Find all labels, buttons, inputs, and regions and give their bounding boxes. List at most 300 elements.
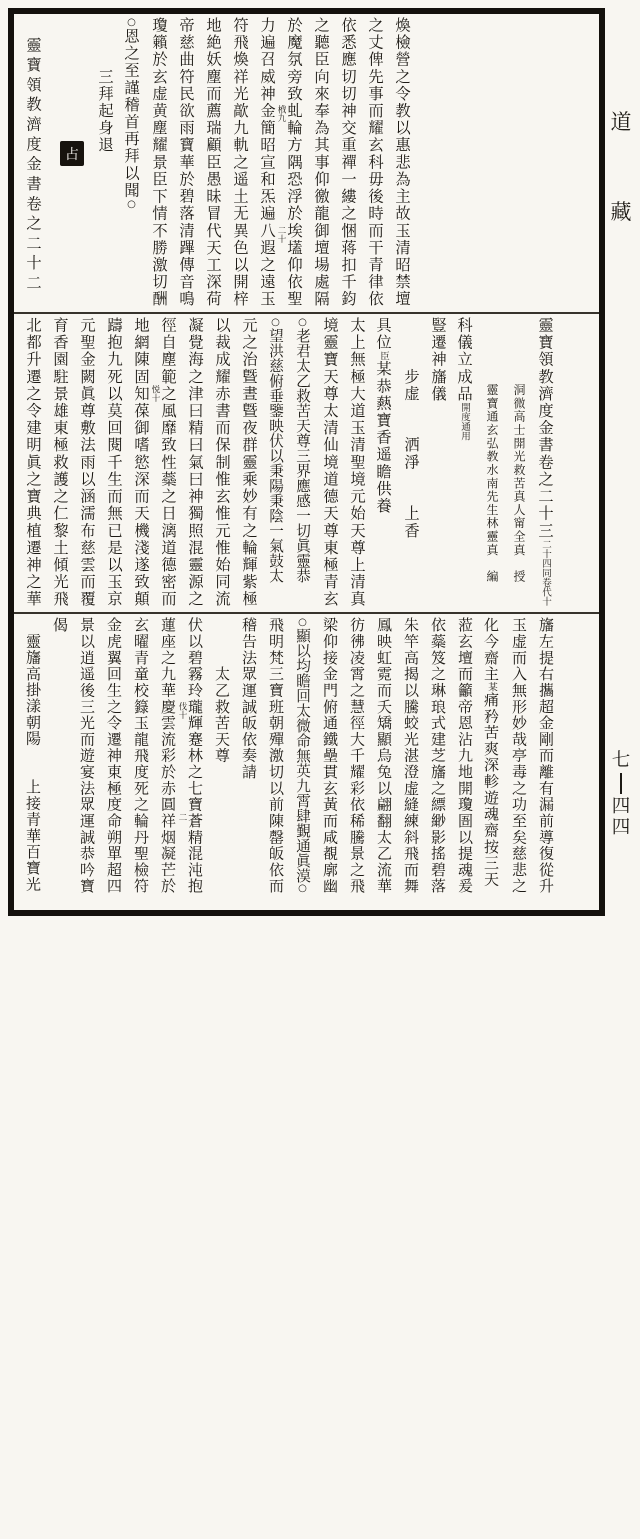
glyph: 寶 (267, 682, 285, 699)
glyph: 漏 (537, 796, 555, 813)
text-column (186, 317, 203, 612)
text-column (402, 317, 419, 612)
glyph: 蒼 (186, 812, 204, 830)
glyph: 落 (177, 205, 195, 223)
glyph: 度 (132, 763, 150, 781)
glyph: 昭 (393, 256, 411, 274)
glyph: 死 (132, 780, 150, 797)
glyph: 科 (455, 317, 473, 335)
small-annotation: 開度通用 (459, 402, 470, 441)
glyph: 昭 (258, 136, 276, 154)
glyph: 遊 (482, 789, 500, 806)
folio-page-digit: 四 (611, 796, 631, 817)
glyph: 之 (393, 68, 411, 86)
glyph: 虚 (150, 85, 168, 103)
glyph: 太 (294, 358, 311, 373)
glyph: 提 (537, 649, 555, 666)
text-column (510, 617, 527, 910)
glyph (512, 370, 526, 383)
glyph: 瓏 (186, 698, 204, 715)
glyph: 編 (485, 569, 499, 584)
glyph: 苦 (482, 724, 500, 741)
glyph: 覺 (186, 334, 204, 352)
glyph: 寶 (321, 351, 339, 369)
text-column (51, 617, 68, 910)
glyph: 依 (240, 731, 258, 748)
glyph: 玄 (456, 633, 474, 650)
glyph: 鈞 (339, 290, 357, 308)
glyph: 金 (536, 419, 554, 437)
glyph: 恐 (285, 170, 303, 189)
glyph: 乙 (375, 845, 393, 862)
glyph: 仰 (312, 170, 330, 189)
glyph: 保 (213, 436, 231, 454)
glyph: 場 (312, 256, 330, 274)
glyph: 天 (204, 239, 222, 257)
glyph: 蹇 (186, 731, 204, 748)
glyph: 仙 (321, 436, 339, 454)
glyph: 植 (24, 522, 42, 540)
glyph: 廓 (321, 861, 339, 878)
glyph: 津 (186, 385, 204, 403)
glyph: 回 (294, 688, 311, 703)
register-bottom (14, 612, 599, 910)
glyph: 軫 (482, 773, 500, 790)
glyph: 之 (51, 488, 69, 506)
glyph: 尊 (348, 539, 366, 557)
glyph: 聖 (132, 845, 150, 862)
glyph: 依 (348, 796, 366, 813)
glyph: 悲 (510, 861, 528, 878)
small-annotation: 代十 (540, 586, 551, 606)
glyph: 甯 (512, 516, 526, 530)
glyph: 濟 (24, 116, 42, 136)
glyph: 俯 (267, 373, 284, 388)
glyph (402, 351, 420, 368)
glyph: 道 (159, 539, 177, 557)
register-middle (14, 312, 599, 612)
glyph: 三 (482, 854, 500, 872)
glyph: 臣 (150, 170, 168, 189)
glyph: 代 (204, 222, 222, 240)
glyph: 輝 (240, 556, 258, 574)
glyph: 明 (267, 633, 285, 650)
glyph: 耀 (366, 119, 384, 137)
glyph: 之 (429, 665, 447, 683)
glyph: 圓 (159, 796, 177, 813)
glyph: 遍 (258, 205, 276, 223)
glyph: 縹 (429, 796, 447, 813)
glyph: 翩 (375, 796, 393, 813)
glyph: 瑞 (204, 119, 222, 137)
glyph: 瓊 (456, 796, 474, 813)
glyph: 霓 (375, 665, 393, 683)
text-column (339, 17, 356, 312)
glyph: 左 (537, 633, 555, 650)
glyph: 惟 (213, 470, 231, 489)
glyph: 影 (429, 829, 447, 846)
glyph: 練 (402, 812, 420, 830)
glyph: 都 (24, 334, 42, 352)
glyph: 蓮 (159, 617, 177, 634)
glyph: 以 (267, 448, 284, 463)
glyph: 之 (186, 763, 204, 781)
glyph: 形 (510, 698, 528, 715)
glyph: 湛 (402, 747, 420, 764)
glyph: 制 (213, 453, 231, 471)
glyph: 始 (348, 505, 366, 523)
glyph: 縫 (402, 796, 420, 813)
glyph: 尊 (321, 385, 339, 403)
glyph: 顯 (294, 628, 311, 643)
glyph: 勝 (150, 239, 168, 257)
glyph: 上 (348, 556, 366, 574)
text-column (267, 317, 284, 612)
glyph: 搖 (429, 845, 447, 862)
glyph: 紫 (240, 573, 258, 591)
glyph: 天 (482, 871, 500, 888)
glyph: 四 (105, 878, 123, 895)
glyph: 境 (321, 453, 339, 471)
glyph: 九 (159, 665, 177, 683)
text-column (51, 317, 68, 612)
glyph: 門 (321, 682, 339, 699)
glyph: 以 (267, 780, 285, 797)
glyph: 清 (393, 239, 411, 257)
glyph: 琳 (429, 682, 447, 699)
glyph: 淺 (132, 539, 150, 557)
glyph: 退 (96, 136, 114, 154)
glyph: 奉 (312, 102, 330, 120)
text-column (321, 617, 338, 910)
glyph: 晝 (240, 385, 258, 403)
text-column (177, 617, 204, 910)
glyph: 雲 (78, 556, 96, 574)
glyph: 彩 (348, 780, 366, 797)
text-column (150, 17, 167, 312)
glyph: 開 (512, 436, 526, 451)
glyph: 有 (240, 505, 258, 523)
glyph (402, 403, 420, 420)
glyph (485, 344, 499, 357)
glyph: 妙 (510, 714, 528, 732)
glyph: 亭 (510, 747, 528, 764)
glyph: 以 (231, 256, 249, 274)
text-column (240, 317, 257, 612)
glyph: 三 (536, 522, 554, 540)
glyph: 丈 (366, 34, 384, 52)
glyph: 玉 (348, 419, 366, 437)
glyph: 三 (78, 698, 96, 715)
glyph: 寶 (485, 396, 499, 411)
glyph: 群 (240, 436, 258, 454)
glyph: 二 (24, 274, 42, 295)
glyph (512, 330, 526, 343)
glyph: 為 (393, 170, 411, 189)
glyph (512, 344, 526, 357)
text-column (204, 17, 221, 312)
glyph: 伏 (267, 433, 284, 448)
text-column (429, 617, 446, 910)
glyph: 是 (105, 539, 123, 557)
glyph: 剛 (537, 731, 555, 748)
glyph: 濡 (78, 505, 96, 523)
glyph: 成 (455, 368, 473, 386)
glyph: 網 (132, 334, 150, 352)
glyph: 九 (456, 747, 474, 764)
glyph: 主 (482, 665, 500, 683)
glyph: 雲 (159, 714, 177, 732)
text-column (132, 617, 149, 910)
glyph: 聞 (122, 181, 140, 200)
glyph: 以 (78, 633, 96, 650)
glyph: 通 (294, 838, 311, 853)
glyph: 之 (240, 522, 258, 540)
glyph: 莫 (105, 402, 123, 420)
glyph: 通 (321, 714, 339, 732)
glyph: 舞 (402, 878, 420, 895)
glyph: 知 (132, 385, 150, 403)
glyph: 虬 (285, 102, 303, 120)
glyph: 雄 (51, 402, 69, 420)
glyph: 九 (231, 119, 249, 137)
glyph: 丹 (132, 829, 150, 846)
glyph: 上 (402, 505, 420, 523)
glyph: 之 (132, 796, 150, 813)
glyph: 後 (366, 188, 384, 206)
glyph: 苦 (294, 403, 311, 418)
glyph: 靡 (159, 419, 177, 437)
glyph: 位 (374, 334, 392, 352)
glyph: 曁 (240, 402, 258, 420)
glyph: 音 (177, 273, 195, 291)
glyph (485, 357, 499, 370)
glyph: 而 (510, 649, 528, 666)
glyph: 騰 (402, 698, 420, 715)
glyph: 華 (177, 153, 195, 171)
glyph: 遠 (258, 273, 276, 291)
glyph: 華 (24, 827, 42, 844)
glyph: 之 (348, 682, 366, 699)
glyph: 而 (402, 861, 420, 878)
glyph: 御 (312, 222, 330, 240)
glyph: 靈 (536, 317, 554, 335)
register-top (14, 14, 599, 312)
interlinear-note: 二 (177, 812, 187, 821)
glyph: 而 (366, 102, 384, 120)
glyph: 化 (482, 617, 500, 634)
glyph: 太 (267, 568, 284, 583)
small-annotation: 二十四同卷 (540, 539, 551, 587)
glyph: 覩 (321, 845, 339, 862)
glyph: 之 (24, 573, 42, 591)
glyph: 瞻 (374, 463, 392, 481)
glyph (24, 17, 42, 37)
glyph: 之 (186, 590, 204, 608)
glyph: 天 (294, 418, 311, 433)
glyph: 洪 (267, 343, 284, 358)
glyph: 閱 (105, 436, 123, 454)
glyph: 漾 (24, 698, 42, 715)
small-annotation: 某 (486, 682, 497, 692)
glyph: 耀 (150, 136, 168, 154)
glyph: 宴 (78, 763, 96, 781)
glyph: 蘂 (429, 633, 447, 650)
glyph (24, 763, 42, 779)
glyph: 切 (150, 273, 168, 291)
glyph: 耀 (348, 763, 366, 781)
canon-title-char: 藏 (610, 200, 632, 224)
glyph: 太 (348, 317, 366, 335)
separator-circle: ○ (297, 883, 308, 894)
glyph: 天 (321, 368, 339, 386)
glyph: 耀 (213, 368, 231, 386)
folio-page-digit: 四 (611, 817, 631, 838)
glyph: 一 (339, 170, 357, 189)
separator-circle: ○ (126, 17, 137, 28)
glyph: 之 (258, 256, 276, 274)
glyph: 極 (240, 590, 258, 608)
glyph (512, 317, 526, 330)
glyph: 切 (339, 85, 357, 103)
glyph: 而 (321, 812, 339, 830)
glyph: 運 (240, 682, 258, 699)
glyph: 玄 (485, 423, 499, 437)
glyph (24, 747, 42, 763)
glyph: 縷 (339, 188, 357, 206)
glyph: 度 (105, 796, 123, 813)
text-column (231, 17, 248, 312)
glyph: 以 (375, 780, 393, 797)
glyph: 旛 (24, 649, 42, 666)
glyph: 炁 (258, 188, 276, 206)
glyph: 同 (213, 573, 231, 591)
glyph: 治 (240, 351, 258, 369)
glyph: 禪 (339, 153, 357, 171)
glyph: 神 (258, 85, 276, 103)
glyph: 人 (512, 503, 526, 517)
glyph: 寶 (186, 796, 204, 813)
collection-seal: 占 (60, 141, 84, 166)
glyph: 具 (374, 317, 392, 335)
glyph: 來 (312, 85, 330, 103)
glyph: 秉 (267, 493, 284, 508)
glyph: 遥 (78, 665, 96, 683)
glyph: 壇 (393, 290, 411, 308)
text-column (24, 317, 41, 612)
glyph: 慈 (267, 358, 284, 373)
glyph: 稽 (122, 96, 140, 114)
glyph: 而 (456, 665, 474, 683)
glyph: 壇 (312, 239, 330, 257)
glyph: 法 (78, 436, 96, 454)
glyph: 精 (186, 419, 204, 437)
glyph: 歊 (231, 102, 249, 120)
glyph: 壒 (285, 239, 303, 257)
glyph: 交 (339, 119, 357, 137)
glyph: 之 (510, 780, 528, 797)
glyph: 金 (78, 351, 96, 369)
small-annotation: 臣 (378, 351, 389, 361)
glyph: 園 (51, 351, 69, 369)
glyph: 景 (150, 153, 168, 171)
glyph: 遊 (78, 747, 96, 764)
separator-circle: ○ (126, 199, 137, 211)
text-column (537, 617, 554, 910)
glyph: 琅 (429, 698, 447, 715)
glyph (402, 334, 420, 351)
glyph: 闕 (78, 368, 96, 386)
glyph: 三 (294, 448, 311, 463)
glyph: 千 (105, 453, 123, 471)
glyph: 救 (512, 463, 526, 477)
glyph: 之 (429, 780, 447, 797)
glyph: 皈 (240, 714, 258, 732)
glyph: 恩 (456, 714, 474, 732)
glyph: 力 (258, 17, 276, 35)
glyph: 慈 (177, 34, 195, 52)
glyph: 東 (321, 539, 339, 557)
glyph: 神 (429, 351, 447, 369)
glyph: 令 (393, 85, 411, 103)
glyph: 林 (485, 516, 499, 530)
glyph: 典 (24, 505, 42, 523)
glyph: 魂 (482, 805, 500, 823)
glyph: 軌 (231, 136, 249, 154)
glyph: 玉 (510, 617, 528, 634)
glyph: 弘 (485, 436, 499, 451)
interlinear-note: 悦十 (150, 385, 160, 402)
glyph: 騰 (348, 829, 366, 846)
glyph: 曰 (186, 402, 204, 420)
glyph: 神 (186, 488, 204, 506)
glyph: 立 (455, 351, 473, 369)
glyph: 輪 (240, 539, 258, 557)
glyph: 於 (159, 878, 177, 895)
glyph: 而 (204, 85, 222, 103)
glyph (485, 557, 499, 570)
glyph: 遂 (132, 556, 150, 574)
glyph: 功 (510, 796, 528, 813)
glyph: 寶 (24, 488, 42, 506)
glyph: 清 (348, 573, 366, 591)
glyph: 深 (482, 757, 500, 774)
glyph: 遷 (24, 368, 42, 386)
glyph: 無 (348, 351, 366, 369)
glyph: 景 (348, 845, 366, 862)
glyph: 旛 (429, 763, 447, 781)
glyph: 生 (105, 682, 123, 699)
glyph: 无 (231, 205, 249, 223)
glyph: 乙 (213, 682, 231, 699)
glyph: 洒 (402, 436, 420, 454)
text-column (24, 17, 41, 312)
glyph: 氣 (267, 538, 284, 553)
glyph: 君 (294, 343, 311, 358)
glyph: 而 (159, 590, 177, 608)
text-column (78, 317, 95, 612)
glyph: 笈 (429, 649, 447, 666)
glyph: 虹 (375, 649, 393, 666)
glyph: 法 (78, 780, 96, 797)
glyph: 極 (321, 556, 339, 574)
glyph: 煥 (393, 17, 411, 35)
glyph: 混 (186, 845, 204, 862)
glyph: 激 (150, 256, 168, 274)
glyph: 精 (186, 829, 204, 846)
glyph: 陽 (24, 730, 42, 747)
glyph: 鼓 (267, 553, 284, 568)
